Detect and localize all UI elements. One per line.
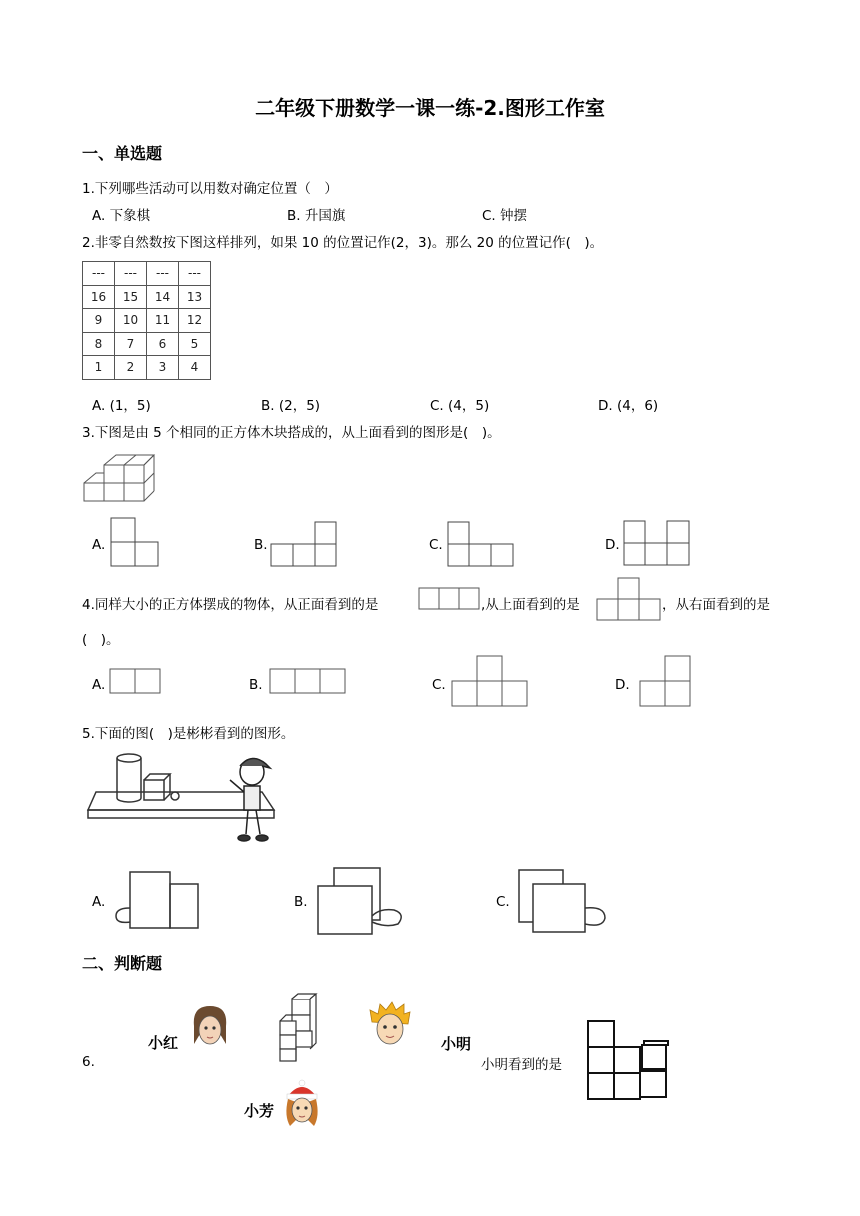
question-2-stem: 2.非零自然数按下图这样排列，如果 10 的位置记作(2，3)。那么 20 的位置记作( )。	[82, 235, 604, 251]
question-5-option-a[interactable]: A.	[92, 894, 106, 910]
cube-stack-figure	[82, 451, 158, 503]
top-view-shape	[596, 577, 662, 621]
number-grid	[82, 261, 211, 380]
question-3-stem: 3.下图是由 5 个相同的正方体木块搭成的，从上面看到的图形是( )。	[82, 425, 501, 441]
girl-avatar-xiaohong	[190, 1004, 230, 1052]
question-5-option-b-shape	[314, 866, 406, 936]
grid-cell: 3	[147, 356, 179, 380]
question-3-option-b[interactable]: B.	[254, 537, 268, 553]
front-view-shape	[418, 587, 482, 611]
question-2-option-a[interactable]: A. (1，5)	[92, 398, 151, 414]
grid-cell: 15	[115, 285, 147, 309]
grid-cell: 12	[179, 309, 211, 333]
cube-tower-figure	[276, 993, 320, 1063]
question-4-option-a-shape	[109, 668, 163, 694]
question-5-option-c-shape	[515, 866, 609, 936]
grid-cell: 14	[147, 285, 179, 309]
question-4-option-c[interactable]: C.	[432, 677, 446, 693]
grid-cell: 4	[179, 356, 211, 380]
name-xiaohong: 小红	[148, 1034, 179, 1052]
question-4-option-b[interactable]: B.	[249, 677, 263, 693]
name-xiaoming: 小明	[441, 1035, 472, 1053]
question-4-stem-part3: ，从右面看到的是	[662, 597, 770, 613]
name-xiaofang: 小芳	[244, 1102, 275, 1120]
question-3-option-c[interactable]: C.	[429, 537, 443, 553]
question-4-option-a[interactable]: A.	[92, 677, 106, 693]
grid-cell: ---	[179, 262, 211, 286]
question-3-option-d-shape	[623, 520, 691, 566]
grid-cell: 9	[83, 309, 115, 333]
question-5-option-b[interactable]: B.	[294, 894, 308, 910]
grid-cell: 11	[147, 309, 179, 333]
grid-cell: 13	[179, 285, 211, 309]
question-1-option-a[interactable]: A. 下象棋	[92, 208, 151, 224]
question-2-option-c[interactable]: C. (4，5)	[430, 398, 490, 414]
question-4-option-d-shape	[639, 655, 695, 707]
grid-cell: 6	[147, 332, 179, 356]
section-heading-judgement: 二、判断题	[82, 954, 163, 973]
question-3-option-d[interactable]: D.	[605, 537, 620, 553]
xiaoming-view-shape	[586, 1019, 670, 1101]
section-heading-single-choice: 一、单选题	[82, 144, 163, 163]
question-5-stem: 5.下面的图( )是彬彬看到的图形。	[82, 726, 295, 742]
grid-cell: ---	[115, 262, 147, 286]
question-3-option-a-shape	[110, 517, 160, 567]
question-4-stem-part2: ,从上面看到的是	[481, 597, 580, 613]
question-2-option-b[interactable]: B. (2，5)	[261, 398, 321, 414]
question-4-option-d[interactable]: D.	[615, 677, 630, 693]
child-figure	[230, 758, 270, 841]
grid-cell: ---	[83, 262, 115, 286]
page-title: 二年级下册数学一课一练-2.图形工作室	[255, 96, 605, 120]
question-5-option-c[interactable]: C.	[496, 894, 510, 910]
grid-cell: 16	[83, 285, 115, 309]
grid-cell: 7	[115, 332, 147, 356]
question-1-stem: 1.下列哪些活动可以用数对确定位置（ ）	[82, 181, 338, 197]
question-4-stem-part1: 4.同样大小的正方体摆成的物体，从正面看到的是	[82, 597, 379, 613]
grid-cell: 1	[83, 356, 115, 380]
girl-avatar-xiaofang	[282, 1080, 322, 1128]
question-4-stem-line2: ( )。	[82, 632, 120, 648]
question-3-option-a[interactable]: A.	[92, 537, 106, 553]
boy-avatar-xiaoming	[368, 1002, 412, 1050]
grid-cell: 2	[115, 356, 147, 380]
question-3-option-c-shape	[447, 521, 515, 567]
question-4-option-b-shape	[269, 668, 347, 694]
grid-cell: ---	[147, 262, 179, 286]
question-5-option-a-shape	[112, 868, 202, 930]
grid-cell: 10	[115, 309, 147, 333]
question-6-number: 6.	[82, 1054, 95, 1070]
question-1-option-c[interactable]: C. 钟摆	[482, 208, 528, 224]
question-6-statement: 小明看到的是	[481, 1057, 562, 1073]
table-scene-figure	[84, 750, 284, 850]
grid-cell: 8	[83, 332, 115, 356]
question-2-option-d[interactable]: D. (4，6)	[598, 398, 659, 414]
question-3-option-b-shape	[270, 521, 338, 567]
question-4-option-c-shape	[451, 655, 529, 707]
question-1-option-b[interactable]: B. 升国旗	[287, 208, 346, 224]
grid-cell: 5	[179, 332, 211, 356]
